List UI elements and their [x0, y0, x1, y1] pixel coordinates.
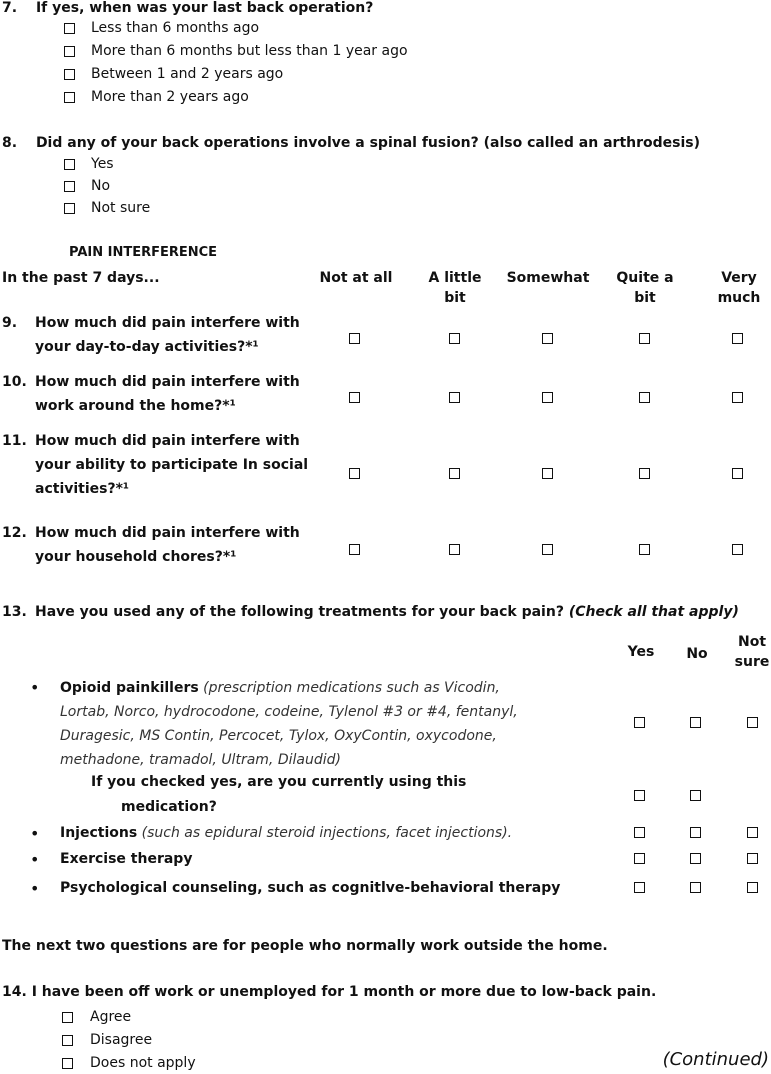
q9-somewhat-checkbox[interactable]	[542, 333, 553, 344]
q10-not-at-all-checkbox[interactable]	[349, 392, 360, 403]
q12-very-much-checkbox[interactable]	[732, 544, 743, 555]
q7-option-1-checkbox[interactable]	[64, 23, 75, 34]
q13-header-no: No	[686, 646, 708, 662]
q12-number: 12.	[2, 525, 27, 541]
q10-line-1: How much did pain interfere with	[35, 374, 300, 390]
q8-text: Did any of your back operations involve a spinal fusion? (also called an arthrodesis)	[35, 135, 701, 151]
q8-option-yes-label: Yes	[91, 156, 114, 172]
q11-line-3: activities?*¹	[35, 481, 130, 497]
exercise-yes-checkbox[interactable]	[634, 853, 645, 864]
opioid-followup-line-2: medication?	[121, 799, 217, 815]
q14-agree-checkbox[interactable]	[62, 1012, 73, 1023]
q8-heading	[2, 135, 700, 151]
opioid-no-checkbox[interactable]	[690, 717, 701, 728]
q9-number: 9.	[2, 315, 18, 331]
injections-label: Injections	[60, 825, 138, 841]
injections-not-sure-checkbox[interactable]	[747, 827, 758, 838]
q11-not-at-all-checkbox[interactable]	[349, 468, 360, 479]
q7-heading	[2, 0, 373, 16]
opioid-yes-checkbox[interactable]	[634, 717, 645, 728]
q7-option-3-label: Between 1 and 2 years ago	[91, 66, 284, 82]
scale-header-quite-a-bit: Quite a bit	[616, 270, 674, 306]
scale-header-somewhat: Somewhat	[506, 270, 590, 286]
pain-prompt: In the past 7 days...	[2, 270, 160, 286]
q11-a-little-bit-checkbox[interactable]	[449, 468, 460, 479]
q8-option-notsure-checkbox[interactable]	[64, 203, 75, 214]
scale-header-a-little-bit: A little bit	[428, 270, 482, 306]
q9-very-much-checkbox[interactable]	[732, 333, 743, 344]
q12-line-2: your household chores?*¹	[35, 549, 237, 565]
q10-line-2: work around the home?*¹	[35, 398, 236, 414]
opioid-label: Opioid painkillers	[60, 680, 199, 696]
q9-a-little-bit-checkbox[interactable]	[449, 333, 460, 344]
opioid-bullet: •	[30, 678, 40, 697]
opioid-detail-1: (prescription medications such as Vicodin,	[203, 680, 500, 696]
q11-quite-a-bit-checkbox[interactable]	[639, 468, 650, 479]
q8-option-notsure-label: Not sure	[91, 200, 151, 216]
injections-yes-checkbox[interactable]	[634, 827, 645, 838]
q10-question	[2, 370, 300, 418]
work-intro: The next two questions are for people who normally work outside the home.	[2, 938, 608, 954]
q10-number: 10.	[2, 374, 27, 390]
q9-not-at-all-checkbox[interactable]	[349, 333, 360, 344]
q11-line-1: How much did pain interfere with	[35, 433, 300, 449]
q9-line-1: How much did pain interfere with	[35, 315, 300, 331]
q12-question	[2, 521, 300, 569]
q10-very-much-checkbox[interactable]	[732, 392, 743, 403]
opioid-item	[60, 676, 580, 772]
q10-a-little-bit-checkbox[interactable]	[449, 392, 460, 403]
q14-does-not-apply-checkbox[interactable]	[62, 1058, 73, 1069]
q13-number: 13.	[2, 604, 27, 620]
q10-quite-a-bit-checkbox[interactable]	[639, 392, 650, 403]
q8-number: 8.	[2, 135, 18, 151]
q12-line-1: How much did pain interfere with	[35, 525, 300, 541]
q11-line-2: your ability to participate In social	[35, 457, 309, 473]
pain-section-title: PAIN INTERFERENCE	[69, 245, 218, 260]
q7-option-2-checkbox[interactable]	[64, 46, 75, 57]
q7-text: If yes, when was your last back operation?	[35, 0, 374, 16]
q7-number: 7.	[2, 0, 18, 16]
q12-not-at-all-checkbox[interactable]	[349, 544, 360, 555]
q9-line-2: your day-to-day activities?*¹	[35, 339, 259, 355]
q11-somewhat-checkbox[interactable]	[542, 468, 553, 479]
q9-quite-a-bit-checkbox[interactable]	[639, 333, 650, 344]
q11-question	[2, 429, 308, 501]
q11-number: 11.	[2, 433, 27, 449]
opioid-detail-2: Lortab, Norco, hydrocodone, codeine, Tylenol #3 or #4, fentanyl,	[60, 704, 518, 720]
q7-option-1-label: Less than 6 months ago	[91, 20, 260, 36]
psych-bullet: •	[30, 879, 40, 898]
q14-number: 14.	[2, 984, 27, 1000]
q14-does-not-apply-label: Does not apply	[90, 1055, 196, 1071]
opioid-current-no-checkbox[interactable]	[690, 790, 701, 801]
q13-heading	[2, 604, 739, 620]
continued-note: (Continued)	[662, 1049, 769, 1070]
scale-header-not-at-all: Not at all	[319, 270, 393, 286]
exercise-not-sure-checkbox[interactable]	[747, 853, 758, 864]
opioid-followup-line-1: If you checked yes, are you currently using this	[91, 774, 467, 790]
q12-a-little-bit-checkbox[interactable]	[449, 544, 460, 555]
q8-option-yes-checkbox[interactable]	[64, 159, 75, 170]
injections-detail: (such as epidural steroid injections, facet injections).	[141, 825, 513, 841]
exercise-label: Exercise therapy	[60, 851, 193, 867]
psych-not-sure-checkbox[interactable]	[747, 882, 758, 893]
q12-quite-a-bit-checkbox[interactable]	[639, 544, 650, 555]
q14-disagree-checkbox[interactable]	[62, 1035, 73, 1046]
injections-no-checkbox[interactable]	[690, 827, 701, 838]
q7-option-3-checkbox[interactable]	[64, 69, 75, 80]
opioid-current-yes-checkbox[interactable]	[634, 790, 645, 801]
q7-option-4-checkbox[interactable]	[64, 92, 75, 103]
psych-label: Psychological counseling, such as cognitlve-behavioral therapy	[60, 880, 561, 896]
opioid-detail-3: Duragesic, MS Contin, Percocet, Tylox, OxyContin, oxycodone,	[60, 728, 497, 744]
q13-header-yes: Yes	[627, 644, 655, 660]
q13-header-not-sure: Not sure	[734, 634, 770, 670]
q14-agree-label: Agree	[90, 1009, 132, 1025]
opioid-not-sure-checkbox[interactable]	[747, 717, 758, 728]
q9-question	[2, 311, 300, 359]
opioid-detail-4: methadone, tramadol, Ultram, Dilaudid)	[60, 752, 341, 768]
q14-disagree-label: Disagree	[90, 1032, 153, 1048]
injections-item	[60, 821, 512, 845]
injections-bullet: •	[30, 824, 40, 843]
psych-no-checkbox[interactable]	[690, 882, 701, 893]
q14-heading	[2, 984, 656, 1000]
q7-option-4-label: More than 2 years ago	[91, 89, 249, 105]
q13-text: Have you used any of the following treatments for your back pain?	[35, 604, 564, 620]
q8-option-no-label: No	[91, 178, 111, 194]
q14-text: I have been off work or unemployed for 1 month or more due to low-back pain.	[31, 984, 657, 1000]
q8-option-no-checkbox[interactable]	[64, 181, 75, 192]
q10-somewhat-checkbox[interactable]	[542, 392, 553, 403]
q7-option-2-label: More than 6 months but less than 1 year ago	[91, 43, 408, 59]
q13-instruction: (Check all that apply)	[568, 604, 739, 620]
psych-yes-checkbox[interactable]	[634, 882, 645, 893]
exercise-no-checkbox[interactable]	[690, 853, 701, 864]
q12-somewhat-checkbox[interactable]	[542, 544, 553, 555]
q11-very-much-checkbox[interactable]	[732, 468, 743, 479]
exercise-bullet: •	[30, 850, 40, 869]
scale-header-very-much: Very much	[717, 270, 761, 306]
